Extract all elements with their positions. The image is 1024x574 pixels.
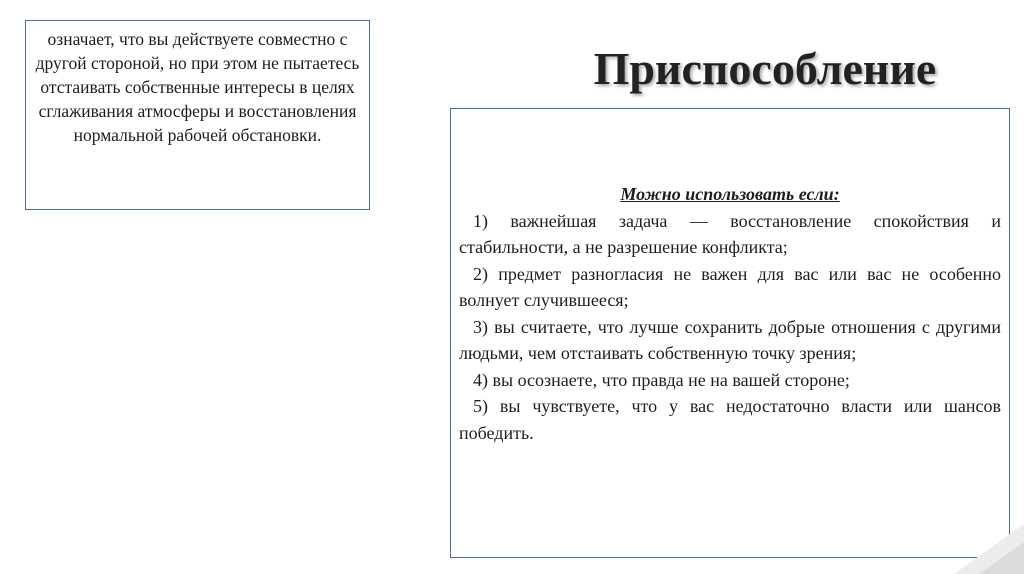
condition-item-2: 2) предмет разногласия не важен для вас или вас не особенно волнует случившееся; <box>459 263 1001 310</box>
definition-box <box>25 20 370 210</box>
conditions-box <box>450 108 1010 558</box>
condition-item-1: 1) важнейшая задача — восстановление спокойствия и стабильности, а не разрешение конфликта; <box>459 210 1001 257</box>
condition-item-3: 3) вы считаете, что лучше сохранить добрые отношения с другими людьми, чем отстаивать собственную точку зрения; <box>459 316 1001 363</box>
slide-title: Приспособление <box>593 43 937 94</box>
condition-item-4: 4) вы осознаете, что правда не на вашей стороне; <box>473 369 850 390</box>
definition-text: означает, что вы действуете совместно с другой стороной, но при этом не пытаетесь отстаивать собственные интересы в целях сглаживания атмосферы и восстановления нормальной рабочей обстановки. <box>35 29 360 145</box>
condition-item-5: 5) вы чувствуете, что у вас недостаточно власти или шансов победить. <box>459 396 1001 443</box>
conditions-heading: Можно использовать если: <box>620 184 840 204</box>
